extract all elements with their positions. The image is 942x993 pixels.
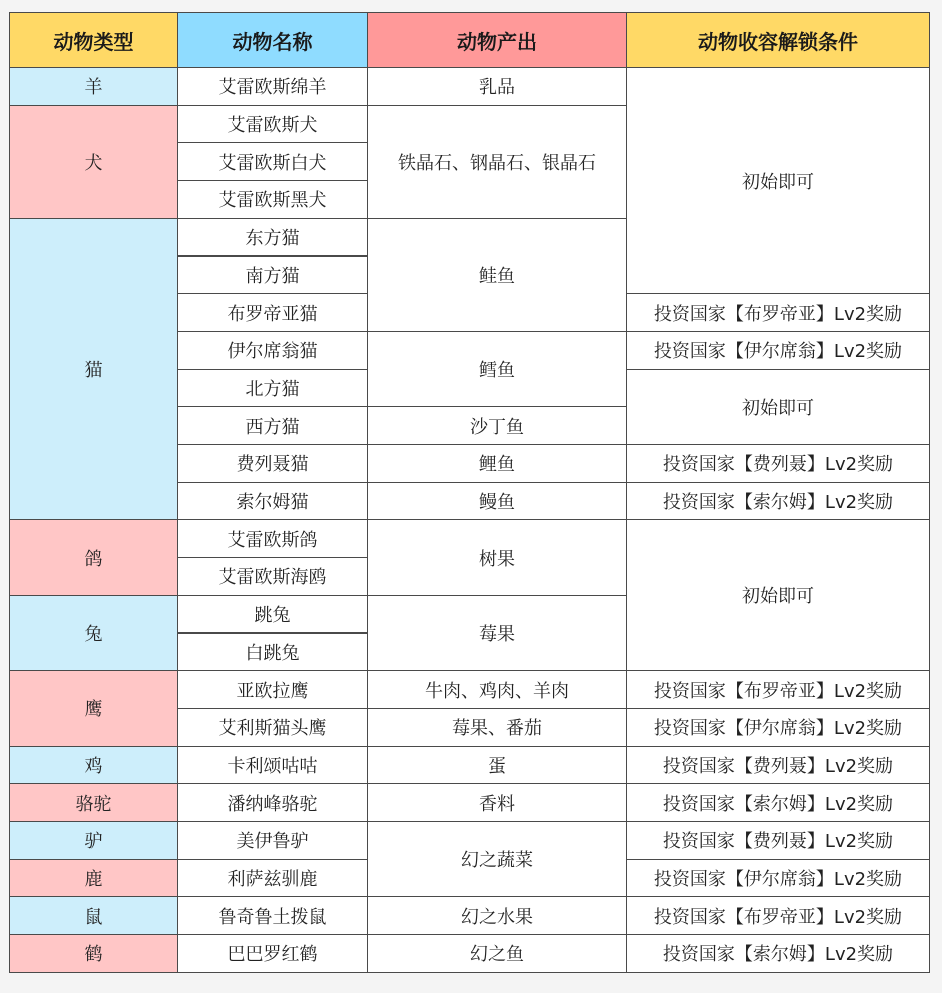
animal-type-cell: 羊 <box>9 67 178 106</box>
animal-name-cell: 布罗帝亚猫 <box>177 293 368 332</box>
unlock-condition-cell: 投资国家【索尔姆】Lv2奖励 <box>626 783 930 822</box>
unlock-condition-cell: 投资国家【伊尔席翁】Lv2奖励 <box>626 708 930 747</box>
animal-output-cell: 鳕鱼 <box>367 331 627 407</box>
unlock-condition-cell: 投资国家【伊尔席翁】Lv2奖励 <box>626 331 930 370</box>
animal-name-cell: 鲁奇鲁土拨鼠 <box>177 896 368 935</box>
unlock-condition-cell: 投资国家【索尔姆】Lv2奖励 <box>626 934 930 973</box>
unlock-condition-cell: 投资国家【布罗帝亚】Lv2奖励 <box>626 670 930 709</box>
animal-output-cell: 鳗鱼 <box>367 482 627 521</box>
animal-type-cell: 兔 <box>9 595 178 671</box>
header-animal-output: 动物产出 <box>367 12 627 68</box>
unlock-condition-cell: 初始即可 <box>626 519 930 671</box>
animal-output-cell: 树果 <box>367 519 627 595</box>
animal-output-cell: 鲤鱼 <box>367 444 627 483</box>
animal-name-cell: 艾雷欧斯海鸥 <box>177 557 368 596</box>
animal-name-cell: 北方猫 <box>177 369 368 408</box>
animal-output-cell: 幻之水果 <box>367 896 627 935</box>
animal-table <box>10 13 930 973</box>
animal-output-cell: 乳品 <box>367 67 627 106</box>
animal-name-cell: 费列聂猫 <box>177 444 368 483</box>
animal-name-cell: 艾雷欧斯白犬 <box>177 142 368 181</box>
animal-type-cell: 鸡 <box>9 746 178 785</box>
unlock-condition-cell: 投资国家【费列聂】Lv2奖励 <box>626 821 930 860</box>
animal-name-cell: 伊尔席翁猫 <box>177 331 368 370</box>
animal-name-cell: 东方猫 <box>177 218 368 257</box>
animal-type-cell: 鸽 <box>9 519 178 595</box>
unlock-condition-cell: 初始即可 <box>626 369 930 445</box>
animal-name-cell: 艾雷欧斯黑犬 <box>177 180 368 219</box>
animal-name-cell: 南方猫 <box>177 256 368 295</box>
unlock-condition-cell: 投资国家【布罗帝亚】Lv2奖励 <box>626 293 930 332</box>
unlock-condition-cell: 投资国家【索尔姆】Lv2奖励 <box>626 482 930 521</box>
animal-name-cell: 索尔姆猫 <box>177 482 368 521</box>
animal-output-cell: 沙丁鱼 <box>367 406 627 445</box>
animal-output-cell: 牛肉、鸡肉、羊肉 <box>367 670 627 709</box>
animal-type-cell: 驴 <box>9 821 178 860</box>
unlock-condition-cell: 投资国家【布罗帝亚】Lv2奖励 <box>626 896 930 935</box>
animal-name-cell: 艾雷欧斯鸽 <box>177 519 368 558</box>
header-animal-name: 动物名称 <box>177 12 368 68</box>
animal-type-cell: 鼠 <box>9 896 178 935</box>
animal-name-cell: 艾雷欧斯绵羊 <box>177 67 368 106</box>
animal-output-cell: 蛋 <box>367 746 627 785</box>
animal-name-cell: 美伊鲁驴 <box>177 821 368 860</box>
animal-type-cell: 鹰 <box>9 670 178 746</box>
animal-name-cell: 白跳兔 <box>177 633 368 672</box>
animal-output-cell: 香料 <box>367 783 627 822</box>
animal-type-cell: 鹤 <box>9 934 178 973</box>
animal-name-cell: 利萨兹驯鹿 <box>177 859 368 898</box>
animal-output-cell: 莓果、番茄 <box>367 708 627 747</box>
header-animal-type: 动物类型 <box>9 12 178 68</box>
animal-type-cell: 骆驼 <box>9 783 178 822</box>
unlock-condition-cell: 投资国家【费列聂】Lv2奖励 <box>626 746 930 785</box>
animal-name-cell: 卡利颂咕咕 <box>177 746 368 785</box>
animal-name-cell: 西方猫 <box>177 406 368 445</box>
animal-output-cell: 幻之鱼 <box>367 934 627 973</box>
animal-name-cell: 潘纳峰骆驼 <box>177 783 368 822</box>
animal-type-cell: 猫 <box>9 218 178 521</box>
animal-output-cell: 莓果 <box>367 595 627 671</box>
animal-name-cell: 艾雷欧斯犬 <box>177 105 368 144</box>
animal-output-cell: 幻之蔬菜 <box>367 821 627 897</box>
animal-type-cell: 犬 <box>9 105 178 219</box>
animal-output-cell: 鲑鱼 <box>367 218 627 332</box>
animal-name-cell: 艾利斯猫头鹰 <box>177 708 368 747</box>
animal-name-cell: 亚欧拉鹰 <box>177 670 368 709</box>
unlock-condition-cell: 投资国家【费列聂】Lv2奖励 <box>626 444 930 483</box>
animal-name-cell: 跳兔 <box>177 595 368 634</box>
unlock-condition-cell: 初始即可 <box>626 67 930 294</box>
animal-type-cell: 鹿 <box>9 859 178 898</box>
animal-output-cell: 铁晶石、钢晶石、银晶石 <box>367 105 627 219</box>
animal-name-cell: 巴巴罗红鹤 <box>177 934 368 973</box>
unlock-condition-cell: 投资国家【伊尔席翁】Lv2奖励 <box>626 859 930 898</box>
header-unlock-condition: 动物收容解锁条件 <box>626 12 930 68</box>
